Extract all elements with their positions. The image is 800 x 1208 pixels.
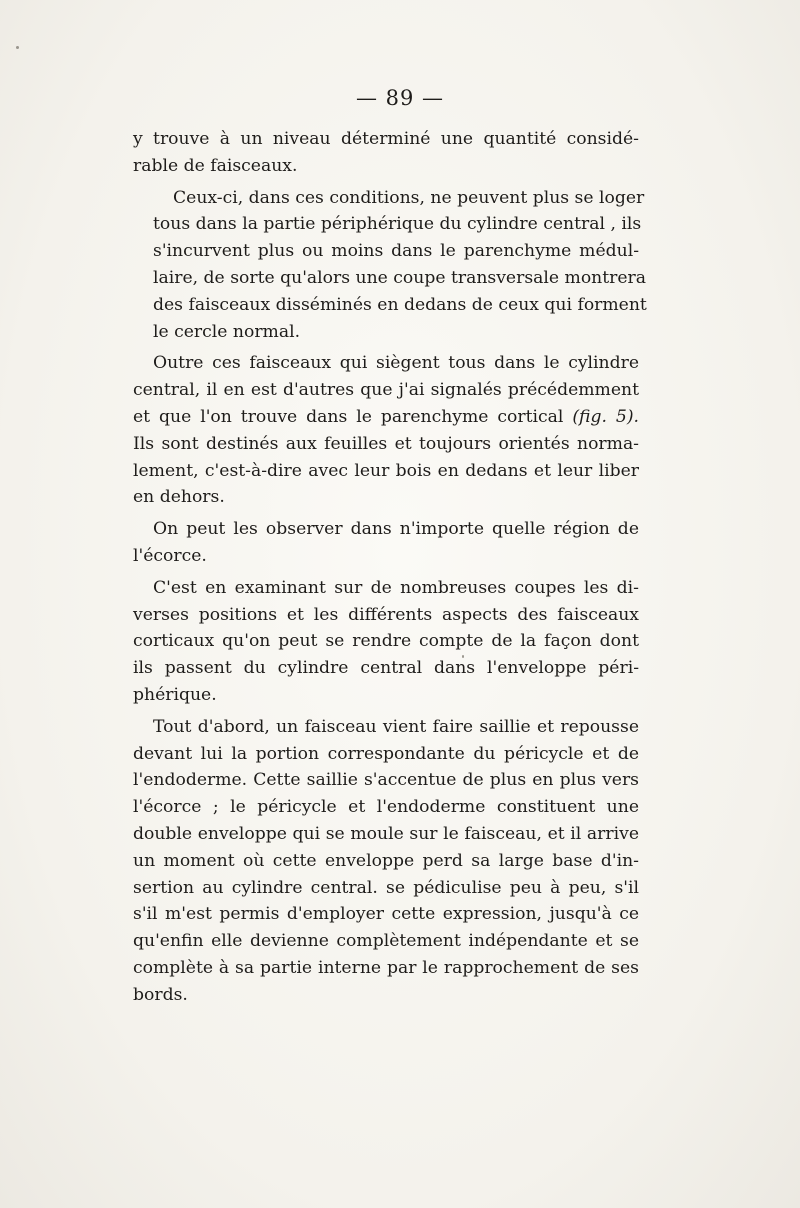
text-line: Ils sont destinés aux feuilles et toujours orientés norma- [133,433,639,454]
text-line: sertion au cylindre central. se pédiculise peu à peu, s'il [133,877,639,898]
paper-speck [16,46,19,49]
text-line: complète à sa partie interne par le rapprochement de ses [133,957,639,978]
paragraph-3 [133,350,639,511]
body-text [133,126,647,1009]
text-line: corticaux qu'on peut se rendre compte de la façon dont [133,631,639,652]
text-line [133,404,639,431]
text-line: des faisceaux disséminés en dedans de ceux qui forment [153,294,647,315]
text-line: rable de faisceaux. [133,155,298,176]
text-line: l'écorce ; le péricycle et l'endoderme constituent une [133,797,639,818]
paragraph-2 [133,185,647,346]
text-line: central, il en est d'autres que j'ai signalés précédemment [133,380,639,401]
text-line: Outre ces faisceaux qui siègent tous dans le cylindre [153,353,639,374]
text-line: l'endoderme. Cette saillie s'accentue de plus en plus vers [133,770,639,791]
text-line: lement, c'est-à-dire avec leur bois en dedans et leur liber [133,460,639,481]
text-line: laire, de sorte qu'alors une coupe transversale montrera [153,267,646,288]
text-line: l'écorce. [133,545,207,566]
text-line: Tout d'abord, un faisceau vient faire saillie et repousse [153,716,639,737]
text-line: phérique. [133,684,217,705]
text-line: en dehors. [133,487,225,508]
page-number: — 89 — [355,86,445,110]
paragraph-4 [133,516,639,570]
text-line: double enveloppe qui se moule sur le faisceau, et il arrive [133,823,639,844]
text-line: bords. [133,984,188,1005]
paragraph-6 [133,714,639,1009]
text-line: On peut les observer dans n'importe quelle région de [153,519,639,540]
paragraph-5 [133,575,639,709]
text-line: y trouve à un niveau déterminé une quantité considé- [133,129,639,149]
text-line: tous dans la partie périphérique du cylindre central , ils [153,214,642,235]
text-line: verses positions et les différents aspects des faisceaux [133,604,639,625]
paragraph-1 [133,126,639,180]
text-line: un moment où cette enveloppe perd sa large base d'in- [133,850,639,871]
text-line: C'est en examinant sur de nombreuses coupes les di- [153,577,639,598]
text-line: Ceux-ci, dans ces conditions, ne peuvent plus se loger [173,187,645,208]
figure-reference: (fig. 5). [572,406,639,427]
text-line: s'il m'est permis d'employer cette expression, jusqu'à ce [133,904,639,925]
text-line: ils passent du cylindre central dans l'enveloppe péri- [133,658,639,679]
text-line: s'incurvent plus ou moins dans le parenchyme médul- [153,241,639,262]
text-line: le cercle normal. [153,321,301,342]
text-fragment: et que l'on trouve dans le parenchyme cortical [133,406,564,427]
text-line: qu'enfin elle devienne complètement indépendante et se [133,931,639,952]
text-line: devant lui la portion correspondante du péricycle et de [133,743,639,764]
